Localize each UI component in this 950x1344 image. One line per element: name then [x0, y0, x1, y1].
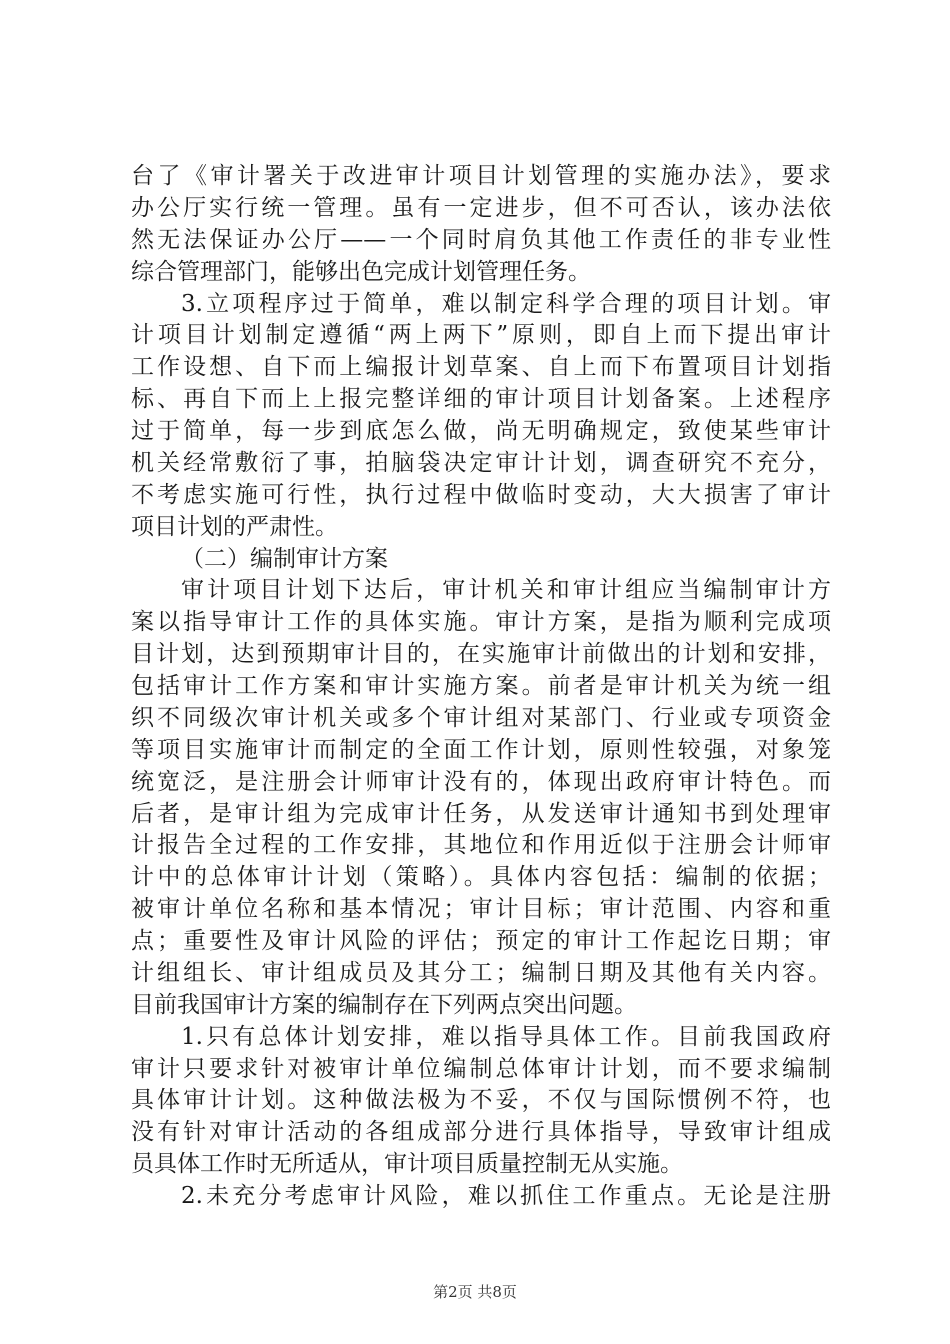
text-line: 目计划，达到预期审计目的，在实施审计前做出的计划和安排， [131, 641, 831, 667]
text-line: 然无法保证办公厅——一个同时肩负其他工作责任的非专业性 [131, 227, 831, 253]
text-line: 过于简单，每一步到底怎么做，尚无明确规定，致使某些审计 [131, 418, 831, 444]
text-line: 1.只有总体计划安排，难以指导具体工作。目前我国政府 [181, 1024, 831, 1050]
text-line: 台了《审计署关于改进审计项目计划管理的实施办法》，要求 [131, 163, 831, 189]
text-line: 工作设想、自下而上编报计划草案、自上而下布置项目计划指 [131, 354, 831, 380]
text-line: 案以指导审计工作的具体实施。审计方案，是指为顺利完成项 [131, 609, 831, 635]
text-line: 审计项目计划下达后，审计机关和审计组应当编制审计方 [181, 577, 831, 603]
text-line: 综合管理部门，能够出色完成计划管理任务。 [131, 259, 591, 285]
text-line: 计组组长、审计组成员及其分工；编制日期及其他有关内容。 [131, 960, 831, 986]
text-line: 标、再自下而上上报完整详细的审计项目计划备案。上述程序 [131, 386, 831, 412]
text-line: 项目计划的严肃性。 [131, 514, 338, 540]
page-footer: 第2页 共8页 [433, 1283, 517, 1301]
text-line: 审计只要求针对被审计单位编制总体审计计划，而不要求编制 [131, 1056, 831, 1082]
text-line: 点；重要性及审计风险的评估；预定的审计工作起讫日期；审 [131, 928, 831, 954]
section-heading: （二）编制审计方案 [181, 546, 388, 572]
text-line: 员具体工作时无所适从，审计项目质量控制无从实施。 [131, 1151, 683, 1177]
text-line: 没有针对审计活动的各组成部分进行具体指导，导致审计组成 [131, 1119, 831, 1145]
text-line: 包括审计工作方案和审计实施方案。前者是审计机关为统一组 [131, 673, 831, 699]
text-line: 织不同级次审计机关或多个审计组对某部门、行业或专项资金 [131, 705, 831, 731]
text-line: 3.立项程序过于简单，难以制定科学合理的项目计划。审 [181, 291, 831, 317]
text-line: 机关经常敷衍了事，拍脑袋决定审计计划，调查研究不充分， [131, 450, 831, 476]
text-line: 目前我国审计方案的编制存在下列两点突出问题。 [131, 992, 637, 1018]
text-line: 计报告全过程的工作安排，其地位和作用近似于注册会计师审 [131, 832, 831, 858]
text-line: 计中的总体审计计划（策略）。具体内容包括：编制的依据； [131, 864, 831, 890]
text-line: 具体审计计划。这种做法极为不妥，不仅与国际惯例不符，也 [131, 1087, 831, 1113]
text-line: 计项目计划制定遵循“两上两下”原则，即自上而下提出审计 [131, 322, 831, 348]
text-line: 被审计单位名称和基本情况；审计目标；审计范围、内容和重 [131, 896, 831, 922]
text-line: 等项目实施审计而制定的全面工作计划，原则性较强，对象笼 [131, 737, 831, 763]
text-line: 统宽泛，是注册会计师审计没有的，体现出政府审计特色。而 [131, 769, 831, 795]
text-line: 2.未充分考虑审计风险，难以抓住工作重点。无论是注册 [181, 1183, 831, 1209]
text-line: 后者，是审计组为完成审计任务，从发送审计通知书到处理审 [131, 801, 831, 827]
text-line: 办公厅实行统一管理。虽有一定进步，但不可否认，该办法依 [131, 195, 831, 221]
text-line: 不考虑实施可行性，执行过程中做临时变动，大大损害了审计 [131, 482, 831, 508]
